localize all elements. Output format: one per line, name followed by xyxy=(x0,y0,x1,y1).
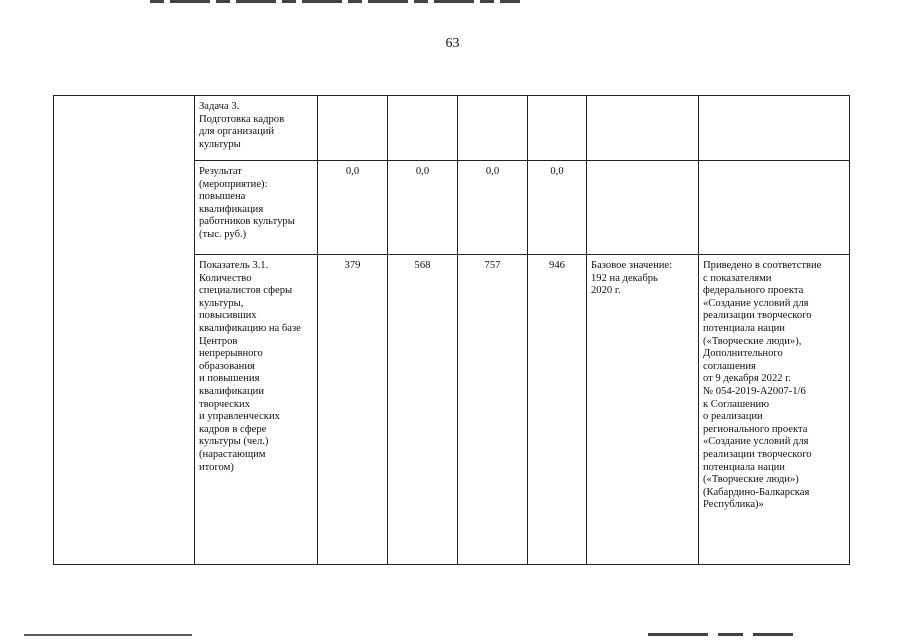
value-cell xyxy=(388,96,458,161)
indicator-table xyxy=(53,95,850,565)
base-value-cell xyxy=(587,96,699,161)
value-cell: 757 xyxy=(458,255,528,565)
base-value-cell xyxy=(587,161,699,255)
scan-artifact-top xyxy=(150,0,520,3)
value-cell: 568 xyxy=(388,255,458,565)
section-cell xyxy=(54,96,195,565)
row-label: Результат (мероприятие): повышена квалификация работников культуры (тыс. руб.) xyxy=(195,161,318,255)
value-cell xyxy=(318,96,388,161)
row-label: Задача 3. Подготовка кадров для организаций культуры xyxy=(195,96,318,161)
row-label: Показатель 3.1. Количество специалистов сферы культуры, повысивших квалификацию на базе Центров непрерывного образования и повышения квалификации творческих и управленческих кадров в сфере культуры (чел.) (нарастающим итогом) xyxy=(195,255,318,565)
note-cell: Приведено в соответствие с показателями федерального проекта «Создание условий для реализации творческого потенциала нации («Творческие люди»), Дополнительного соглашения от 9 декабря 2022 г. № 054-2019-А2007-1/6 к Соглашению о реализации регионального проекта «Создание условий для реализации творческого потенциала нации («Творческие люди») (Кабардино-Балкарская Республика)» xyxy=(699,255,850,565)
page-number: 63 xyxy=(445,36,460,51)
note-cell xyxy=(699,161,850,255)
value-cell: 0,0 xyxy=(458,161,528,255)
value-cell: 946 xyxy=(528,255,587,565)
scan-artifact-bottom-left xyxy=(24,634,192,636)
scan-artifact-bottom-right xyxy=(648,633,793,636)
value-cell: 0,0 xyxy=(528,161,587,255)
value-cell: 0,0 xyxy=(318,161,388,255)
note-cell xyxy=(699,96,850,161)
value-cell xyxy=(458,96,528,161)
value-cell xyxy=(528,96,587,161)
value-cell: 0,0 xyxy=(388,161,458,255)
table-row-task xyxy=(54,96,850,161)
value-cell: 379 xyxy=(318,255,388,565)
base-value-cell: Базовое значение: 192 на декабрь 2020 г. xyxy=(587,255,699,565)
